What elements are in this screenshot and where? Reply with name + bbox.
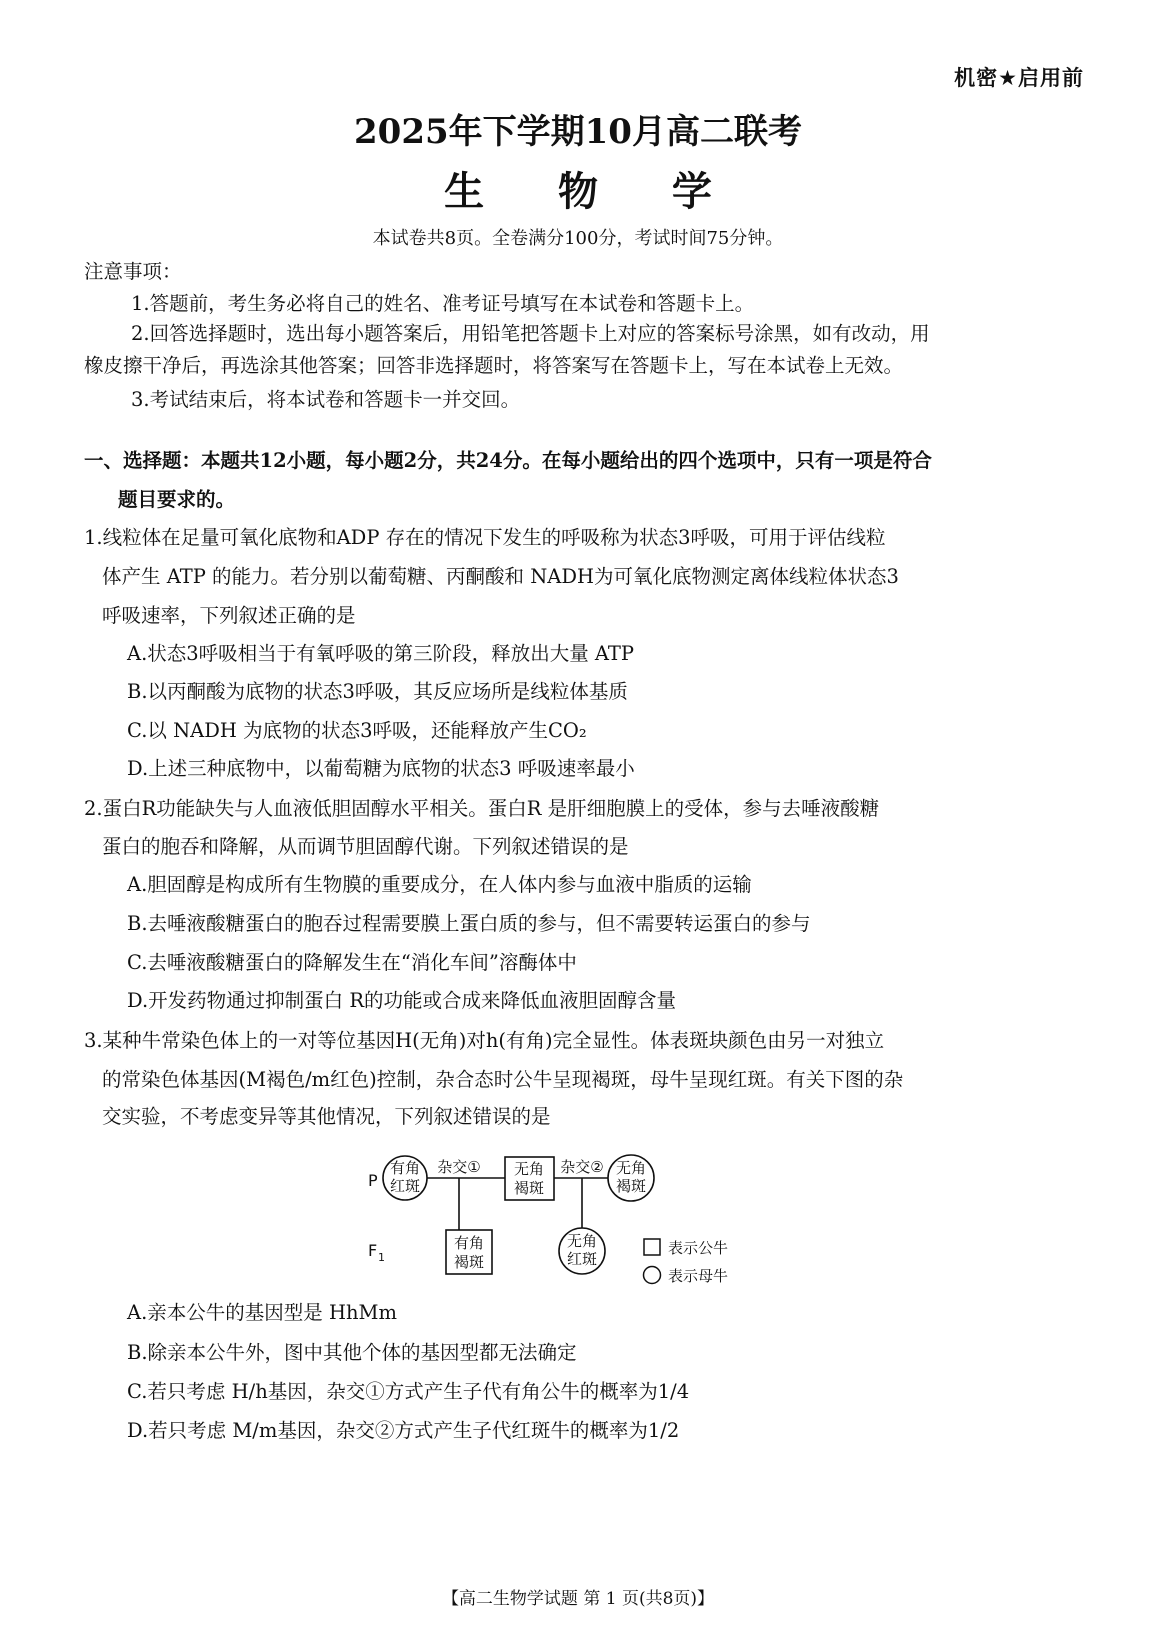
p-male-label-2: 褐斑 bbox=[513, 1179, 545, 1197]
note-item-2-line1: 2.回答选择题时，选出每小题答案后，用铅笔把答题卡上对应的答案标号涂黑，如有改动，用 bbox=[131, 322, 930, 345]
q3-stem-line3: 交实验，不考虑变异等其他情况，下列叙述错误的是 bbox=[102, 1105, 551, 1128]
note-item-3: 3.考试结束后，将本试卷和答题卡一并交回。 bbox=[131, 388, 521, 411]
p-male-label-1: 无角 bbox=[513, 1160, 545, 1178]
q3-stem-line2: 的常染色体基因(M褐色/m红色)控制，杂合态时公牛呈现褐斑，母牛呈现红斑。有关下图的杂 bbox=[102, 1068, 904, 1091]
q3-option-b: B.除亲本公牛外，图中其他个体的基因型都无法确定 bbox=[127, 1341, 577, 1364]
q2-stem-line2: 蛋白的胞吞和降解，从而调节胆固醇代谢。下列叙述错误的是 bbox=[102, 835, 629, 858]
q2-option-d: D.开发药物通过抑制蛋白 R的功能或合成来降低血液胆固醇含量 bbox=[127, 989, 677, 1012]
cross-2-label: 杂交② bbox=[560, 1158, 604, 1176]
exam-info: 本试卷共8页。全卷满分100分，考试时间75分钟。 bbox=[372, 228, 784, 249]
legend-male-square bbox=[644, 1239, 660, 1255]
p-female-left-label-1: 有角 bbox=[389, 1159, 421, 1177]
generation-f1-label: F bbox=[368, 1241, 378, 1260]
f1-male-label-1: 有角 bbox=[453, 1234, 485, 1252]
legend-male-label: 表示公牛 bbox=[668, 1239, 729, 1257]
q3-option-a: A.亲本公牛的基因型是 HhMm bbox=[127, 1301, 398, 1324]
q3-option-d: D.若只考虑 M/m基因，杂交②方式产生子代红斑牛的概率为1/2 bbox=[127, 1419, 680, 1442]
q2-option-a: A.胆固醇是构成所有生物膜的重要成分，在人体内参与血液中脂质的运输 bbox=[127, 873, 752, 896]
q2-option-c: C.去唾液酸糖蛋白的降解发生在“消化车间”溶酶体中 bbox=[127, 951, 577, 974]
subject-title: 生 物 学 bbox=[444, 168, 742, 215]
notes-heading: 注意事项： bbox=[84, 260, 182, 283]
generation-f1-subscript: 1 bbox=[378, 1251, 385, 1264]
p-female-right-label-2: 褐斑 bbox=[615, 1177, 647, 1195]
f1-male-label-2: 褐斑 bbox=[453, 1253, 485, 1271]
q2-option-b: B.去唾液酸糖蛋白的胞吞过程需要膜上蛋白质的参与，但不需要转运蛋白的参与 bbox=[127, 912, 811, 935]
q1-option-a: A.状态3呼吸相当于有氧呼吸的第三阶段，释放出大量 ATP bbox=[127, 642, 635, 665]
section1-heading-line2: 题目要求的。 bbox=[118, 488, 236, 511]
q1-stem-line3: 呼吸速率，下列叙述正确的是 bbox=[102, 604, 356, 627]
q1-stem-line1: 1.线粒体在足量可氧化底物和ADP 存在的情况下发生的呼吸称为状态3呼吸，可用于评估线粒 bbox=[84, 526, 886, 549]
p-female-right-label-1: 无角 bbox=[615, 1159, 647, 1177]
page-footer: 【高二生物学试题 第 1 页(共8页)】 bbox=[441, 1589, 715, 1609]
q1-option-b: B.以丙酮酸为底物的状态3呼吸，其反应场所是线粒体基质 bbox=[127, 680, 628, 703]
note-item-2-line2: 橡皮擦干净后，再选涂其他答案；回答非选择题时，将答案写在答题卡上，写在本试卷上无效。 bbox=[84, 354, 904, 377]
p-female-left-label-2: 红斑 bbox=[389, 1177, 421, 1195]
legend-female-circle bbox=[644, 1267, 661, 1284]
note-item-1: 1.答题前，考生务必将自己的姓名、准考证号填写在本试卷和答题卡上。 bbox=[131, 292, 755, 315]
exam-title: 2025年下学期10月高二联考 bbox=[354, 112, 802, 152]
generation-p-label: P bbox=[368, 1171, 378, 1190]
cross-diagram bbox=[360, 1145, 780, 1295]
legend-female-label: 表示母牛 bbox=[668, 1267, 729, 1285]
q1-stem-line2: 体产生 ATP 的能力。若分别以葡萄糖、丙酮酸和 NADH为可氧化底物测定离体线粒体状态3 bbox=[102, 565, 899, 588]
cross-1-label: 杂交① bbox=[437, 1158, 481, 1176]
q1-option-c: C.以 NADH 为底物的状态3呼吸，还能释放产生CO₂ bbox=[127, 719, 587, 742]
confidential-mark: 机密★启用前 bbox=[954, 66, 1084, 90]
q2-stem-line1: 2.蛋白R功能缺失与人血液低胆固醇水平相关。蛋白R 是肝细胞膜上的受体，参与去唾液酸糖 bbox=[84, 797, 880, 820]
section1-heading-line1: 一、选择题：本题共12小题，每小题2分，共24分。在每小题给出的四个选项中，只有一项是符合 bbox=[84, 449, 932, 472]
q3-stem-line1: 3.某种牛常染色体上的一对等位基因H(无角)对h(有角)完全显性。体表斑块颜色由另一对独立 bbox=[84, 1029, 885, 1052]
f1-female-label-2: 红斑 bbox=[566, 1250, 598, 1268]
q3-option-c: C.若只考虑 H/h基因，杂交①方式产生子代有角公牛的概率为1/4 bbox=[127, 1380, 690, 1403]
q1-option-d: D.上述三种底物中，以葡萄糖为底物的状态3 呼吸速率最小 bbox=[127, 757, 635, 780]
f1-female-label-1: 无角 bbox=[566, 1232, 598, 1250]
